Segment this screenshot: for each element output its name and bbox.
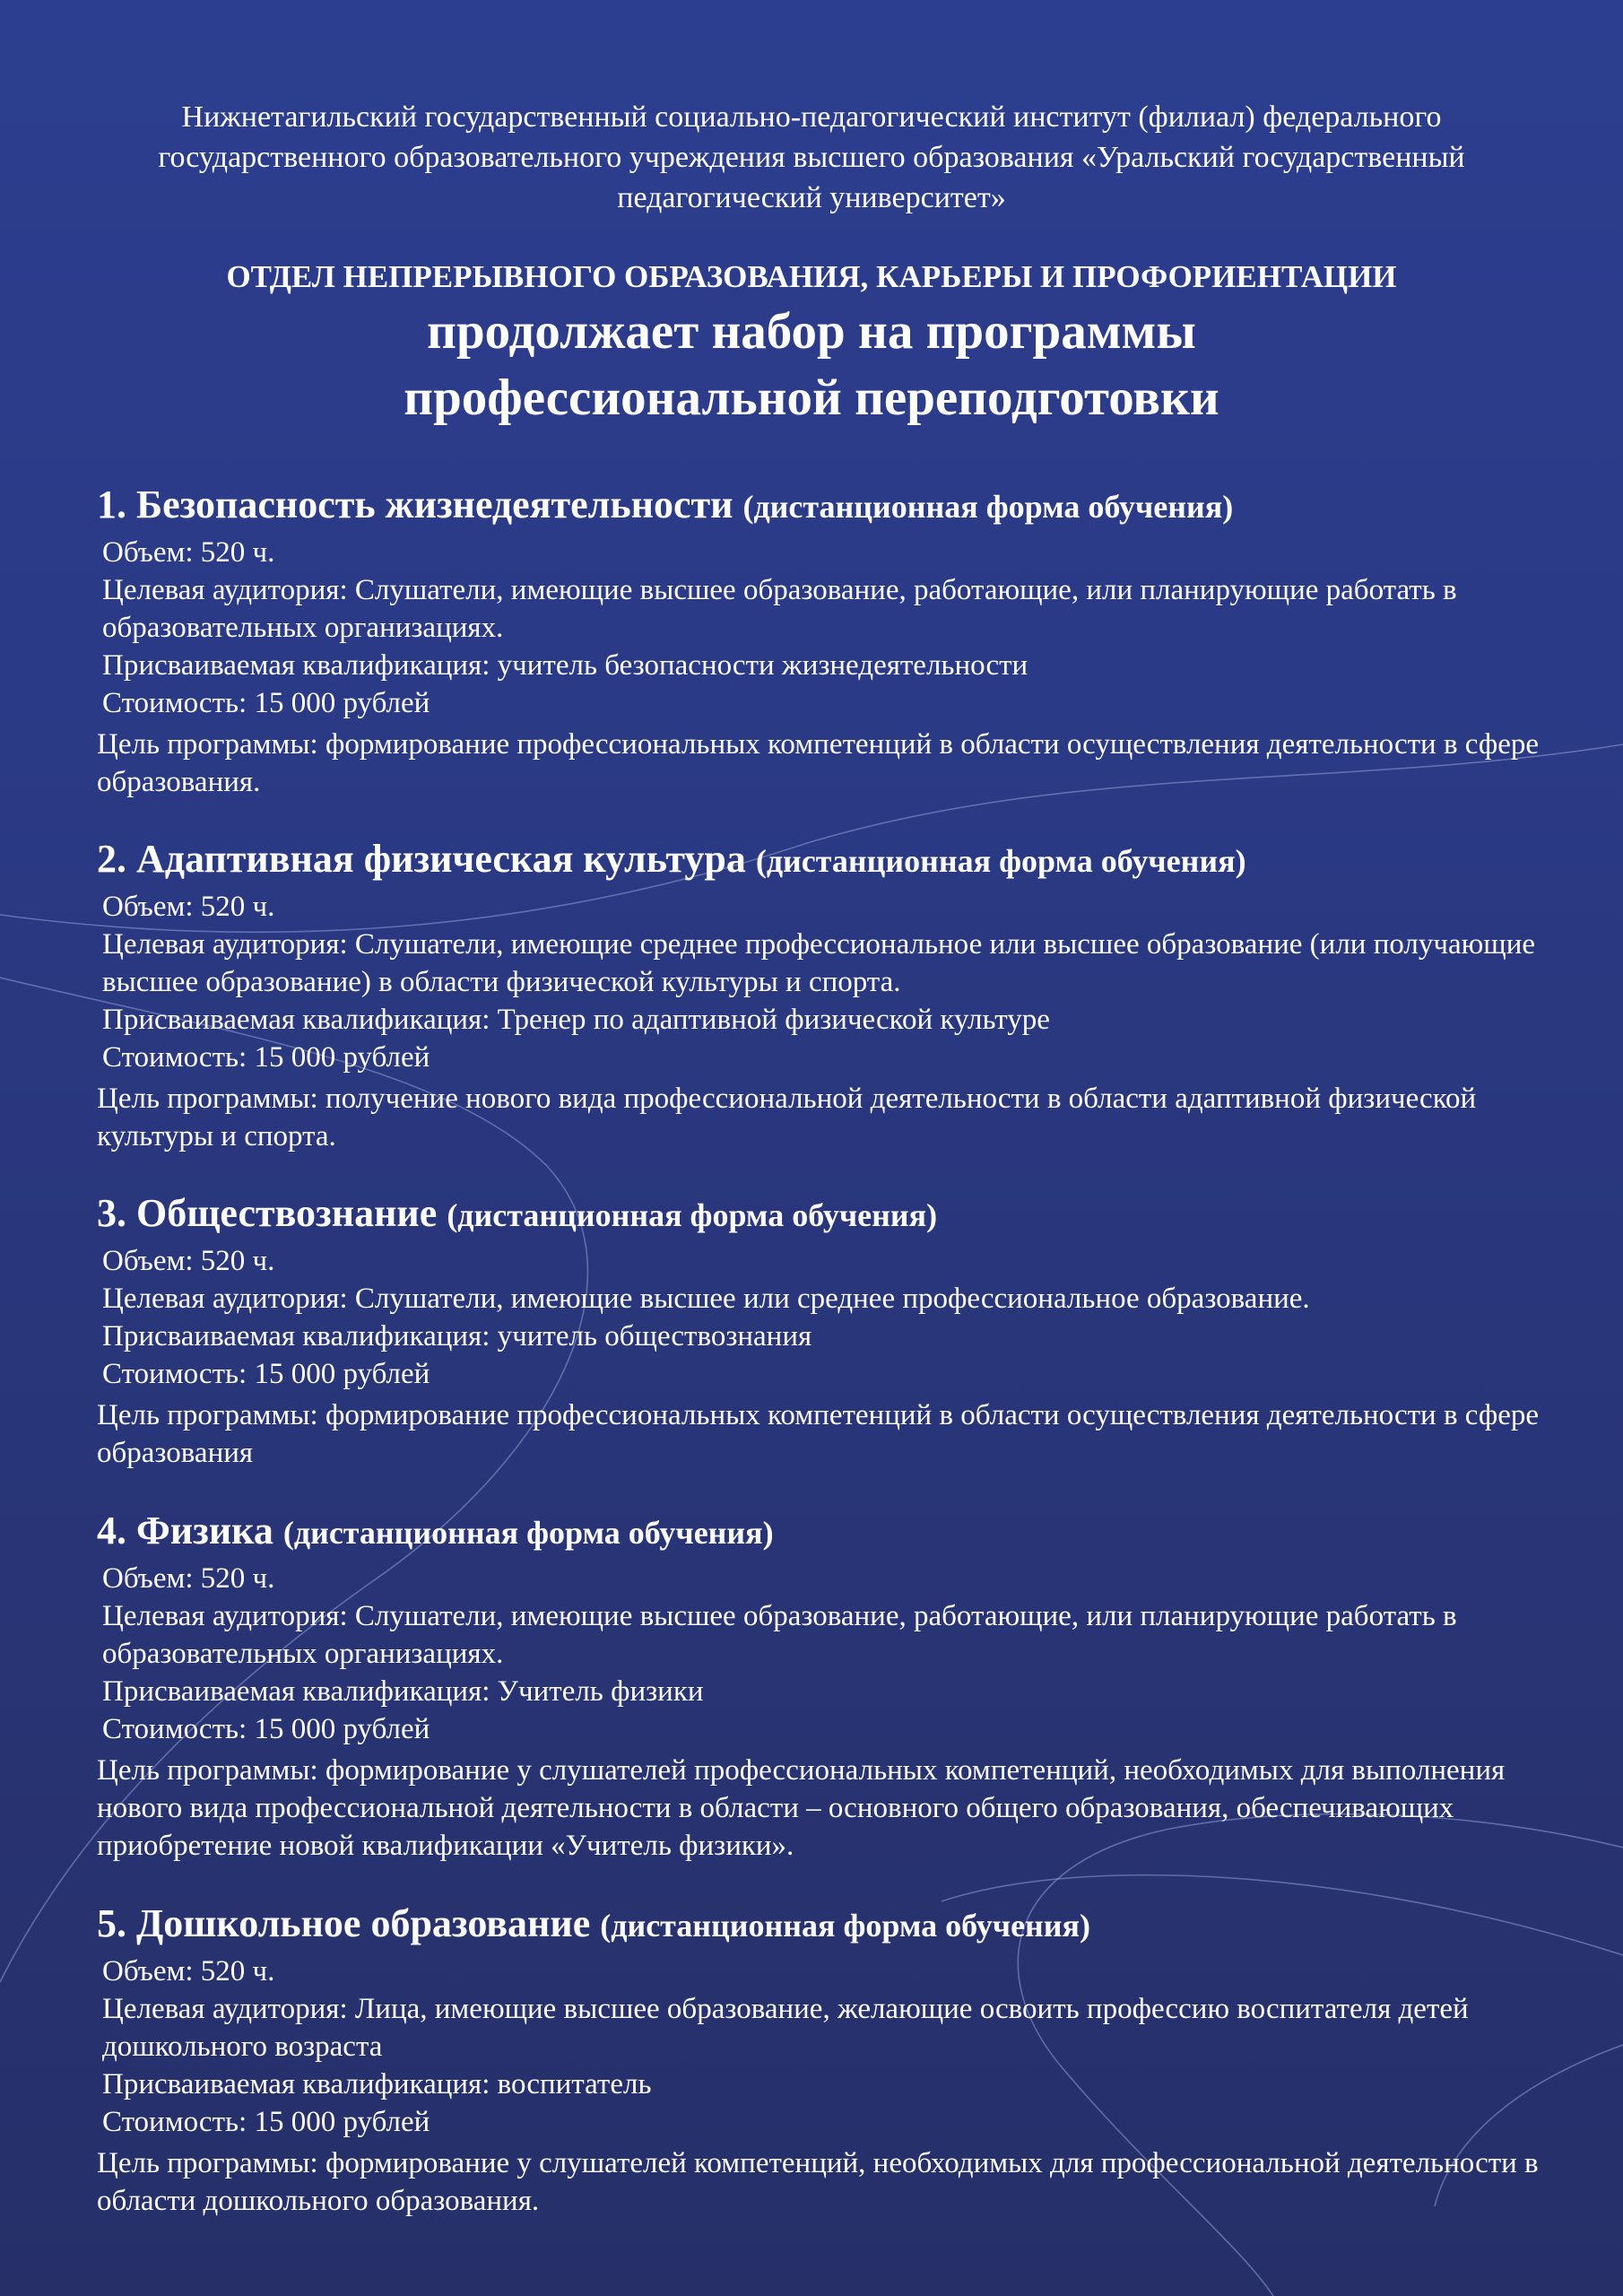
program-2 (97, 834, 1549, 1155)
program-3 (97, 1188, 1549, 1472)
program-mode: (дистанционная форма обучения) (755, 843, 1246, 879)
department-name: ОТДЕЛ НЕПРЕРЫВНОГО ОБРАЗОВАНИЯ, КАРЬЕРЫ И ПРОФОРИЕНТАЦИИ (226, 259, 1397, 294)
program-mode: (дистанционная форма обучения) (600, 1908, 1090, 1944)
program-qualification: Присваиваемая квалификация: учитель безопасности жизнедеятельности (102, 649, 1028, 682)
headline-line-2: профессиональной переподготовки (404, 370, 1219, 426)
program-cost: Стоимость: 15 000 рублей (102, 1041, 430, 1074)
program-name: 5. Дошкольное образование (97, 1901, 591, 1945)
program-cost: Стоимость: 15 000 рублей (102, 2106, 430, 2138)
program-1 (97, 480, 1549, 801)
program-goal: Цель программы: получение нового вида профессиональной деятельности в области адаптивной физической культуры и спорта. (97, 1083, 1477, 1152)
program-volume: Объем: 520 ч. (102, 1562, 275, 1595)
program-audience: Целевая аудитория: Лица, имеющие высшее образование, желающие освоить профессию воспитателя детей дошкольного возраста (102, 1993, 1469, 2063)
program-mode: (дистанционная форма обучения) (282, 1515, 774, 1551)
program-cost: Стоимость: 15 000 рублей (102, 687, 430, 719)
program-title (97, 1899, 1549, 1951)
institution-name: Нижнетагильский государственный социально-педагогический институт (филиал) федерального государственного образовательного учреждения высшего образования «Уральский государственный педагогический университет» (158, 100, 1465, 214)
program-mode: (дистанционная форма обучения) (447, 1197, 938, 1233)
program-qualification: Присваиваемая квалификация: учитель обществознания (102, 1320, 812, 1352)
program-name: 4. Физика (97, 1509, 273, 1552)
program-qualification: Присваиваемая квалификация: воспитатель (102, 2068, 652, 2100)
program-name: 3. Обществознание (97, 1191, 438, 1235)
program-4 (97, 1506, 1549, 1865)
program-goal: Цель программы: формирование профессиональных компетенций в области осуществления деятельности в сфере образования. (97, 728, 1540, 798)
program-audience: Целевая аудитория: Слушатели, имеющие высшее или среднее профессиональное образование. (102, 1283, 1310, 1315)
program-audience: Целевая аудитория: Слушатели, имеющие высшее образование, работающие, или планирующие работать в образовательных организациях. (102, 1600, 1457, 1670)
program-name: 2. Адаптивная физическая культура (97, 837, 746, 881)
program-title (97, 1188, 1549, 1240)
program-title (97, 1506, 1549, 1558)
program-goal: Цель программы: формирование у слушателей профессиональных компетенций, необходимых для выполнения нового вида профессиональной деятельности в области – основного общего образования, обеспечивающих приобретение новой квалификации «Учитель физики». (97, 1754, 1506, 1862)
program-audience: Целевая аудитория: Слушатели, имеющие высшее образование, работающие, или планирующие работать в образовательных организациях. (102, 574, 1457, 644)
program-title (97, 480, 1549, 532)
program-audience: Целевая аудитория: Слушатели, имеющие среднее профессиональное или высшее образование (или получающие высшее образование) в области физической культуры и спорта. (102, 928, 1536, 998)
page-title (90, 299, 1533, 431)
program-title (97, 834, 1549, 886)
program-volume: Объем: 520 ч. (102, 1955, 275, 1987)
headline-line-1: продолжает набор на программы (427, 303, 1196, 360)
program-goal: Цель программы: формирование у слушателей компетенций, необходимых для профессиональной деятельности в области дошкольного образования. (97, 2147, 1539, 2217)
program-mode: (дистанционная форма обучения) (742, 489, 1234, 525)
program-cost: Стоимость: 15 000 рублей (102, 1713, 430, 1745)
program-volume: Объем: 520 ч. (102, 536, 275, 569)
program-goal: Цель программы: формирование профессиональных компетенций в области осуществления деятельности в сфере образования (97, 1399, 1540, 1469)
program-5 (97, 1899, 1549, 2220)
program-qualification: Присваиваемая квалификация: Тренер по адаптивной физической культуре (102, 1004, 1050, 1036)
program-name: 1. Безопасность жизнедеятельности (97, 483, 733, 526)
program-qualification: Присваиваемая квалификация: Учитель физики (102, 1675, 704, 1708)
program-volume: Объем: 520 ч. (102, 891, 275, 923)
program-volume: Объем: 520 ч. (102, 1245, 275, 1277)
program-cost: Стоимость: 15 000 рублей (102, 1358, 430, 1390)
